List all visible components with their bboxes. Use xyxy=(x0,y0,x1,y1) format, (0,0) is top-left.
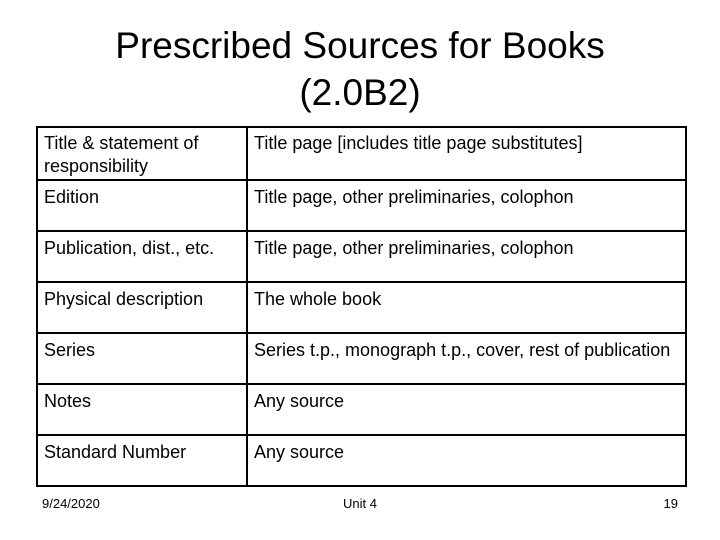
source-cell: Title page, other preliminaries, colophon xyxy=(247,180,686,231)
area-cell: Series xyxy=(37,333,247,384)
area-cell: Title & statement of responsibility xyxy=(37,127,247,180)
source-cell: Any source xyxy=(247,435,686,486)
title-line-1: Prescribed Sources for Books xyxy=(115,25,605,66)
footer-page-number: 19 xyxy=(663,496,678,511)
area-cell: Notes xyxy=(37,384,247,435)
table-row xyxy=(37,333,686,384)
table-row xyxy=(37,435,686,486)
slide-title xyxy=(0,22,720,116)
source-cell: Any source xyxy=(247,384,686,435)
source-cell: Title page, other preliminaries, colophon xyxy=(247,231,686,282)
title-line-2: (2.0B2) xyxy=(299,72,421,113)
source-cell: Title page [includes title page substitutes] xyxy=(247,127,686,180)
table-row xyxy=(37,127,686,180)
footer-date: 9/24/2020 xyxy=(42,496,100,511)
table-row xyxy=(37,384,686,435)
source-cell: Series t.p., monograph t.p., cover, rest of publication xyxy=(247,333,686,384)
prescribed-sources-table xyxy=(36,126,687,487)
footer-unit-label: Unit 4 xyxy=(343,496,377,511)
table-row xyxy=(37,231,686,282)
area-cell: Physical description xyxy=(37,282,247,333)
area-cell: Standard Number xyxy=(37,435,247,486)
area-cell: Edition xyxy=(37,180,247,231)
table-row xyxy=(37,180,686,231)
table-row xyxy=(37,282,686,333)
area-cell: Publication, dist., etc. xyxy=(37,231,247,282)
source-cell: The whole book xyxy=(247,282,686,333)
